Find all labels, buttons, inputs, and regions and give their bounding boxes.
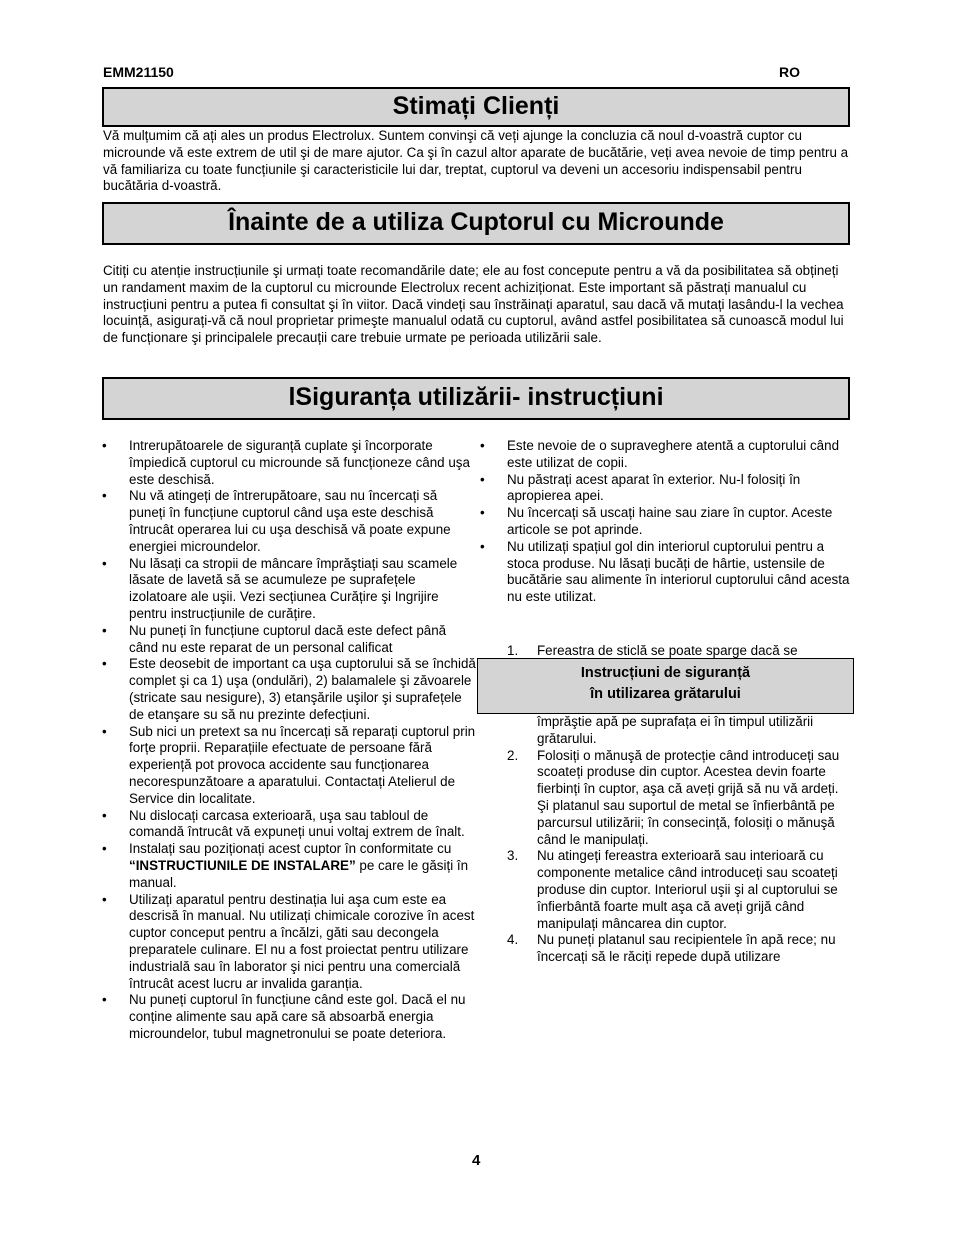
list-item: • Nu păstrați acest aparat în exterior. Nu-l folosiți în apropierea apei.: [480, 472, 852, 506]
install-text-rest: pe care le găsiți în manual.: [129, 857, 469, 890]
item-text: Fereastra de sticlă se poate sparge dacă se: [537, 643, 798, 658]
list-item: • Nu încercați să uscați haine sau ziare în cuptor. Aceste articole se pot aprinde.: [480, 505, 852, 539]
safety-list-right: [480, 438, 852, 606]
item-text: Nu atingeți fereastra exterioară sau interioară cu componente metalice când introduceți sau scoateți produse din cuptor. Interiorul uşii şi al cuptorului se înfierbântă foarte mult aşa că aveți grijă când manipulați mâncarea din cuptor.: [537, 848, 838, 931]
item-number: 1.: [507, 643, 519, 658]
section-title-dear-customers: Stimați Clienți: [102, 87, 850, 127]
list-item: • Nu puneți în funcțiune cuptorul dacă este defect până când nu este reparat de un personal calificat: [102, 623, 476, 657]
list-item: [507, 932, 853, 966]
list-item-installation: [102, 841, 476, 891]
list-item: [507, 848, 853, 932]
safety-list-left: [102, 438, 476, 1043]
list-item-intended-use: [102, 892, 476, 993]
before-use-paragraph: Citiți cu atenție instrucțiunile şi urmați toate recomandările date; ele au fost concepute pentru a vă da posibilitatea să obțineți un randament maxim de la cuptorul cu microunde Electrolux recent achiziționat. Este important să păstrați manualul cu instrucțiuni pentru a putea fi consultat şi în viitor. Dacă vindeți sau înstrăinați aparatul, sau dacă vă mutați lasându-l la vechea locuință, asigurați-vă că noul proprietar primeşte manualul odată cu cuptorul, având astfel posibilitatea să cunoască modul lui de funcționare şi principalele precauții care trebuie urmate pe perioada utilizării sale.: [103, 263, 844, 346]
section-title-safety: lSiguranța utilizării- instrucțiuni: [102, 377, 850, 420]
item-text: Nu puneți platanul sau recipientele în apă rece; nu încercați să le răciți repede după utilizare: [537, 932, 836, 965]
item-number: 2.: [507, 747, 519, 763]
grill-safety-title: [477, 658, 854, 714]
list-item: • Nu utilizați spațiul gol din interiorul cuptorului pentru a stoca produse. Nu lăsați bucăți de hârtie, ustensile de bucătărie sau alimente în interiorul cuptorului când acesta nu este utilizat.: [480, 539, 852, 606]
list-item: • Sub nici un pretext sa nu încercați să reparați cuptorul prin forțe proprii. Reparațiile efectuate de persoane fără experiență pot provoca accidente sau funcționarea necorespunzătoare a aparatului. Contactați Atelierul de Service din localitate.: [102, 724, 476, 808]
list-item: • Intrerupătoarele de siguranță cuplate şi încorporate împiedică cuptorul cu microunde să funcționeze când uşa este deschisă.: [102, 438, 476, 488]
list-item: • Nu lăsați ca stropii de mâncare împrăştiați sau scamele lăsate de lavetă să se acumuleze pe suprafețele izolatoare ale uşii. Vezi secțiunea Curățire şi Ingrijire pentru instrucțiunile de curățire.: [102, 556, 476, 623]
grill-title-line1: Instrucțiuni de siguranță: [580, 665, 751, 681]
list-item: [507, 714, 853, 748]
page-number: 4: [472, 1152, 481, 1169]
install-text: Instalați sau poziționați acest cuptor în conformitate cu: [129, 841, 452, 857]
model-number: EMM21150: [103, 64, 174, 80]
item-text: împrăştie apă pe suprafața ei în timpul utilizării grătarului.: [537, 714, 814, 746]
use-text: Utilizați aparatul pentru destinația lui aşa cum este ea descrisă în manual. Nu utilizați chimicale corozive în acest cuptor conceput pentru a încălzi, găti sau decongela preparatele culinare. El nu a fost proiectat pentru utilizare: [129, 891, 475, 957]
list-item: [507, 748, 853, 849]
intro-paragraph: Vă mulțumim că ați ales un produs Electrolux. Suntem convinşi că veți ajunge la concluzia că noul d-voastră cuptor cu microunde vă este extrem de util şi de mare ajutor. Ca şi în cazul altor aparate de bucătărie, veți avea nevoie de timp pentru a vă familiariza cu toate funcțiunile şi caracteristicile lui dar, treptat, cuptorul va deveni un accesoriu indispensabil pentru bucătăria d-voastră.: [103, 128, 849, 194]
section-title-before-use: Înainte de a utiliza Cuptorul cu Microunde: [102, 202, 850, 245]
grill-list: [507, 714, 853, 966]
use-text-continuation: industrială sau în laborator şi nici pentru una comercială întrucât acest lucru ar invalida garanția.: [129, 958, 461, 991]
list-item: • Este deosebit de important ca uşa cuptorului să se închidă complet şi ca 1) uşa (ondulări), 2) balamalele şi zăvoarele (stricate sau nesigure), 3) etanşările uşilor şi suprafețele de etanşare su să nu prezinte defecțiuni.: [102, 656, 476, 723]
item-number: 3.: [507, 848, 519, 864]
list-item: • Este nevoie de o supraveghere atentă a cuptorului când este utilizat de copii.: [480, 438, 852, 472]
grill-title-line2: în utilizarea grătarului: [590, 686, 741, 702]
item-text: Folosiți o mănuşă de protecție când introduceți sau scoateți produse din cuptor. Acestea devin foarte fierbinți în cuptor, aşa că aveți grijă să nu vă ardeți. Şi platanul sau suportul de metal se înfierbântă pe parcursul utilizării; în consecință, folosiți o mănuşă când le manipulați.: [537, 747, 840, 847]
item-number: 4.: [507, 932, 519, 948]
list-item: • Nu dislocați carcasa exterioară, uşa sau tabloul de comandă întrucât vă expuneți unui voltaj extrem de înalt.: [102, 808, 476, 842]
list-item: • Nu vă atingeți de întrerupătoare, sau nu încercați să puneți în funcțiune cuptorul când uşa este deschisă întrucât operarea lui cu uşa deschisă vă poate expune energiei microundelor.: [102, 488, 476, 555]
list-item: • Nu puneți cuptorul în funcțiune când este gol. Dacă el nu conține alimente sau apă care să absoarbă energia microundelor, tubul magnetronului se poate deteriora.: [102, 992, 476, 1042]
install-instructions-ref: “INSTRUCTIUNILE DE INSTALARE”: [129, 857, 356, 873]
language-code: RO: [779, 64, 800, 80]
